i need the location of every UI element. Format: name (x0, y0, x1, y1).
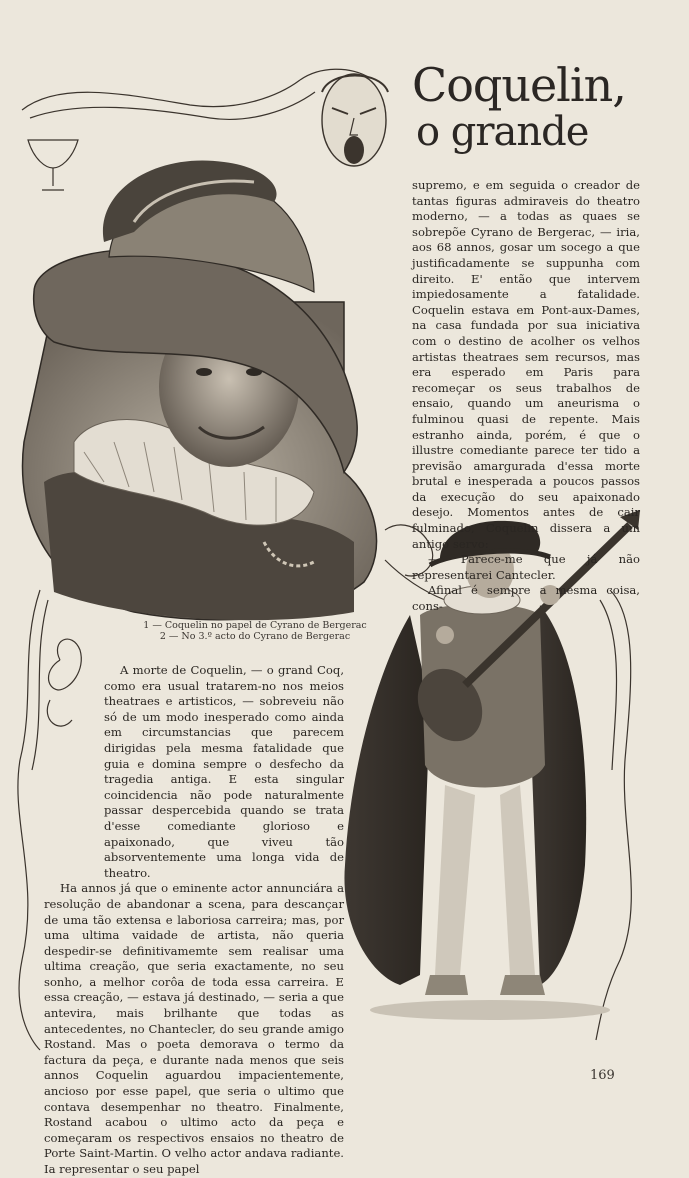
caption-item-1: 1 — Coquelin no papel de Cyrano de Bergerac (143, 620, 367, 631)
right-paragraph-2: — Parece-me que já não representarei Cantecler. (412, 552, 640, 582)
right-paragraph-1: supremo, e em seguida o creador de tantas figuras admiraveis do theatro moderno, — a todas as quaes se sobrepõe Cyrano de Bergerac, — iria, aos 68 annos, gosar um socego a que justificadamente se suppunha com direito. E' então que intervem impiedosamente a fatalidade. Coquelin estava em Pont-aux-Dames, na casa fundada por sua iniciativa com o destino de acolher os velhos artistas theatraes sem recursos, mas era esperado em Paris para recomeçar os seus trabalhos de ensaio, quando um aneurisma o fulminou quasi de repente. Mais estranho ainda, porém, é que o illustre comediante parece ter tido a previsão amargurada d'essa morte brutal e inesperada a poucos passos da execução do seu apaixonado desejo. Momentos antes de cair fulminado, Coquelin dissera a um antigo servo: (412, 178, 640, 551)
right-paragraph-3: Afinal é sempre a mesma coisa, cons- (412, 583, 640, 614)
article-title (412, 58, 672, 155)
coquelin-cyrano-portrait (14, 142, 386, 632)
left-paragraph-2: Ha annos já que o eminente actor annunciára a resolução de abandonar a scena, para descançar de uma tão extensa e laboriosa carreira; mas, por uma ultima vaidade de artista, não queria despedir-se definitivamemte sem realisar uma ultima creação, que seria exactamente, no seu sonho, a melhor corôa de toda essa carreira. E essa creação, — estava já destinado, — seria a que antevira, mais brilhante que todas as antecedentes, no Chantecler, do seu grande amigo Rostand. Mas o poeta demorava o termo da factura da peça, e durante nada menos que seis annos Coquelin aguardou impacientemente, ancioso por esse papel, que seria o ultimo que contava desempenhar no theatro. Finalmente, Rostand acabou o ultimo acto da peça e começaram os respectivos ensaios no theatro de Porte Saint-Martin. O velho actor andava radiante. Ia representar o seu papel (44, 881, 344, 1176)
left-text-column (44, 663, 344, 1178)
page-number: 169 (590, 1068, 615, 1083)
title-line-2: o grande (416, 109, 589, 155)
title-line-1: Coquelin, (412, 58, 626, 112)
caption-item-2: 2 — No 3.º acto do Cyrano de Bergerac (159, 631, 351, 642)
right-text-column (412, 178, 640, 615)
photo-captions (130, 620, 380, 642)
left-paragraph-1: A morte de Coquelin, — o grand Coq, como era usual tratarem-no nos meios theatraes e artisticos, — sobreveiu não só de um modo inesperado como ainda em circumstancias que parecem dirigidas pela mesma fatalidade que guia e domina sempre o desfecho da tragedia antiga. E esta singular coincidencia não pode naturalmente passar despercebida quando se trata d'esse comediante glorioso e apaixonado, que viveu tão absorventemente uma longa vida de theatro. (104, 663, 344, 880)
